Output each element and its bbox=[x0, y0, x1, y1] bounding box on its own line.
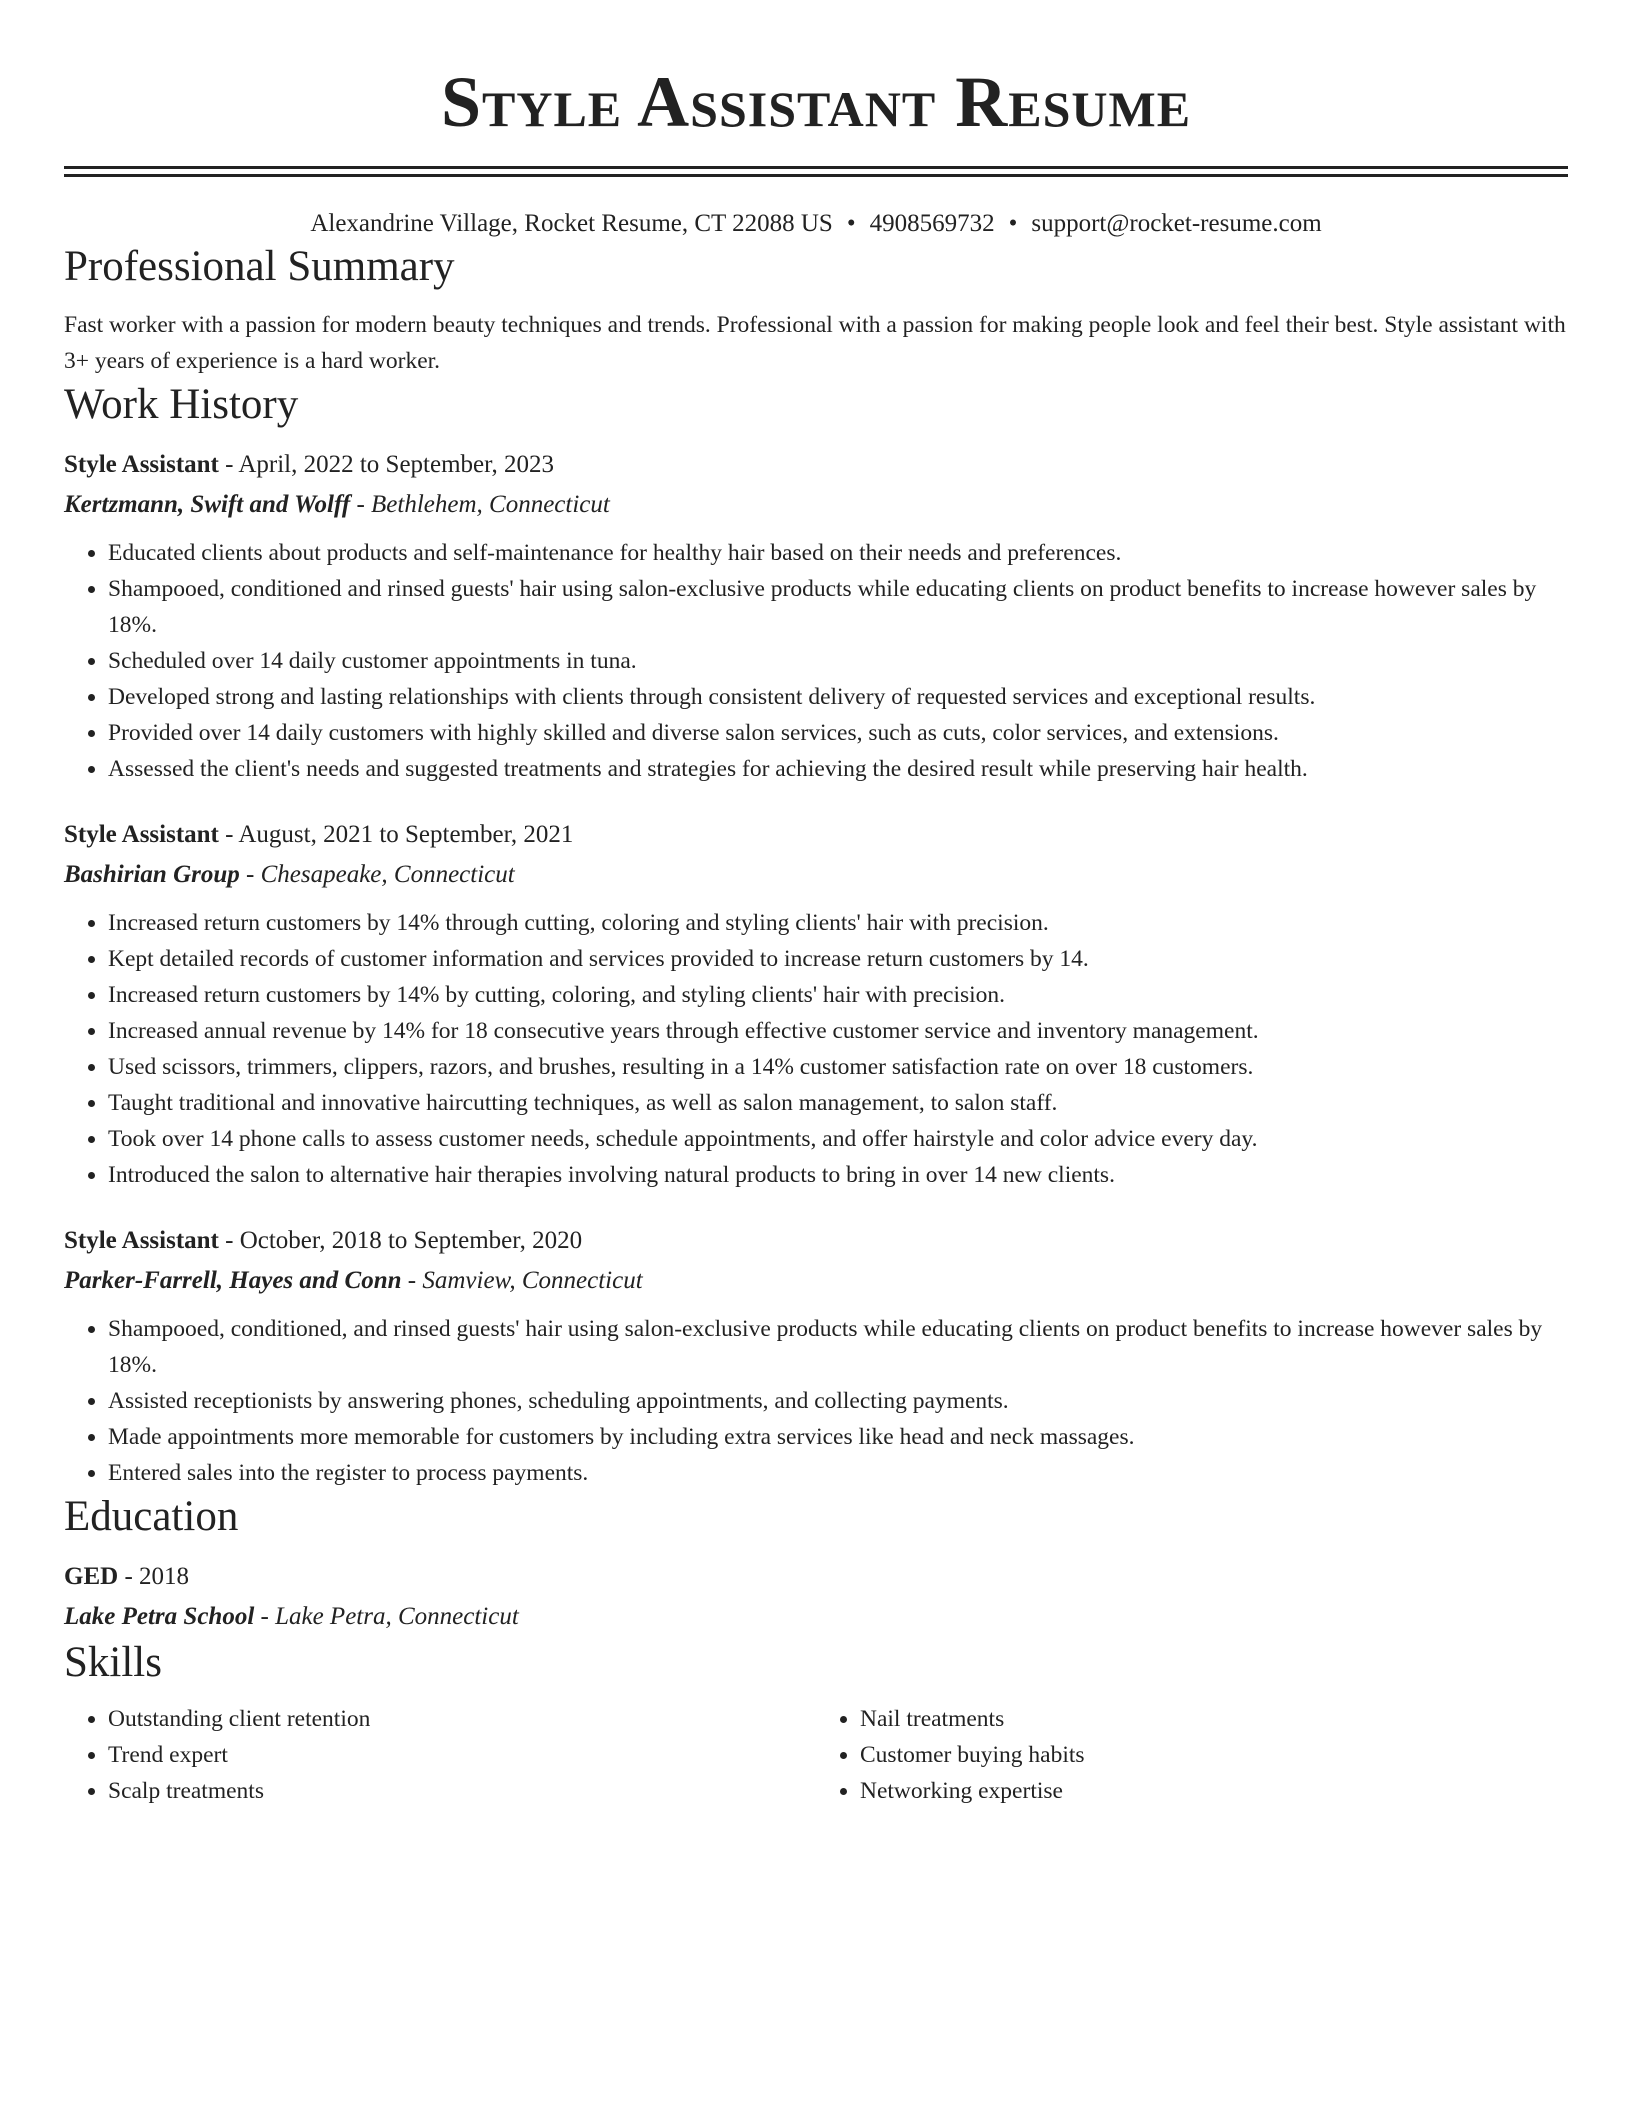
school-line bbox=[64, 1597, 1568, 1637]
education-entry bbox=[64, 1557, 1568, 1637]
company-name: Parker-Farrell, Hayes and Conn bbox=[64, 1267, 402, 1294]
company-location: - Chesapeake, Connecticut bbox=[239, 861, 515, 888]
degree-name: GED bbox=[64, 1563, 119, 1590]
list-item: • Introduced the salon to alternative hair therapies involving natural products to bring in over 14 new clients. bbox=[108, 1157, 1568, 1193]
page-title: Style Assistant Resume bbox=[440, 62, 1192, 142]
list-item: • Assisted receptionists by answering phones, scheduling appointments, and collecting payments. bbox=[108, 1383, 1568, 1419]
school-name: Lake Petra School bbox=[64, 1603, 255, 1630]
bullet-separator: • bbox=[1008, 210, 1018, 237]
job-entry bbox=[64, 445, 1568, 787]
school-location: - Lake Petra, Connecticut bbox=[254, 1603, 519, 1630]
job-entry bbox=[64, 1221, 1568, 1491]
skills-list-left bbox=[64, 1701, 816, 1809]
list-item: • Made appointments more memorable for customers by including extra services like head and neck massages. bbox=[108, 1419, 1568, 1455]
job-entry bbox=[64, 815, 1568, 1193]
list-item: • Shampooed, conditioned, and rinsed guests' hair using salon-exclusive products while educating clients on product benefits to increase however sales by 18%. bbox=[108, 1311, 1568, 1383]
education-heading: Education bbox=[64, 1493, 239, 1540]
work-history-heading: Work History bbox=[64, 381, 299, 428]
job-title: Style Assistant bbox=[64, 451, 219, 478]
contact-address: Alexandrine Village, Rocket Resume, CT 22088 US bbox=[310, 210, 833, 237]
company-line bbox=[64, 485, 1568, 525]
summary-heading: Professional Summary bbox=[64, 243, 455, 290]
degree-line bbox=[64, 1557, 1568, 1597]
job-title: Style Assistant bbox=[64, 821, 219, 848]
job-bullets bbox=[64, 1311, 1568, 1491]
job-title-line bbox=[64, 815, 1568, 855]
job-title-line bbox=[64, 1221, 1568, 1261]
list-item: • Nail treatments bbox=[860, 1701, 1568, 1737]
list-item: • Scheduled over 14 daily customer appointments in tuna. bbox=[108, 643, 1568, 679]
list-item: • Customer buying habits bbox=[860, 1737, 1568, 1773]
list-item: • Networking expertise bbox=[860, 1773, 1568, 1809]
skills-heading: Skills bbox=[64, 1639, 162, 1686]
company-name: Kertzmann, Swift and Wolff bbox=[64, 491, 351, 518]
list-item: • Assessed the client's needs and suggested treatments and strategies for achieving the desired result while preserving hair health. bbox=[108, 751, 1568, 787]
list-item: • Educated clients about products and self-maintenance for healthy hair based on their needs and preferences. bbox=[108, 535, 1568, 571]
list-item: • Entered sales into the register to process payments. bbox=[108, 1455, 1568, 1491]
contact-line bbox=[64, 207, 1568, 241]
job-dates: - October, 2018 to September, 2020 bbox=[218, 1227, 583, 1254]
list-item: • Increased return customers by 14% through cutting, coloring and styling clients' hair with precision. bbox=[108, 905, 1568, 941]
list-item: • Developed strong and lasting relationships with clients through consistent delivery of requested services and exceptional results. bbox=[108, 679, 1568, 715]
list-item: • Took over 14 phone calls to assess customer needs, schedule appointments, and offer hairstyle and color advice every day. bbox=[108, 1121, 1568, 1157]
list-item: • Trend expert bbox=[108, 1737, 816, 1773]
list-item: • Kept detailed records of customer information and services provided to increase return customers by 14. bbox=[108, 941, 1568, 977]
degree-year: - 2018 bbox=[118, 1563, 190, 1590]
job-bullets bbox=[64, 535, 1568, 787]
list-item: • Shampooed, conditioned and rinsed guests' hair using salon-exclusive products while educating clients on product benefits to increase however sales by 18%. bbox=[108, 571, 1568, 643]
company-location: - Bethlehem, Connecticut bbox=[350, 491, 610, 518]
list-item: • Used scissors, trimmers, clippers, razors, and brushes, resulting in a 14% customer satisfaction rate on over 18 customers. bbox=[108, 1049, 1568, 1085]
list-item: • Taught traditional and innovative haircutting techniques, as well as salon management, to salon staff. bbox=[108, 1085, 1568, 1121]
skills-list-right bbox=[816, 1701, 1568, 1809]
company-line bbox=[64, 1261, 1568, 1301]
skills-grid bbox=[64, 1701, 1568, 1809]
contact-phone: 4908569732 bbox=[869, 210, 995, 237]
company-name: Bashirian Group bbox=[64, 861, 240, 888]
contact-email: support@rocket-resume.com bbox=[1031, 210, 1322, 237]
list-item: • Scalp treatments bbox=[108, 1773, 816, 1809]
bullet-separator: • bbox=[846, 210, 856, 237]
job-title-line bbox=[64, 445, 1568, 485]
company-location: - Samview, Connecticut bbox=[401, 1267, 643, 1294]
title-divider bbox=[64, 166, 1568, 177]
list-item: • Provided over 14 daily customers with highly skilled and diverse salon services, such as cuts, color services, and extensions. bbox=[108, 715, 1568, 751]
list-item: • Outstanding client retention bbox=[108, 1701, 816, 1737]
job-title: Style Assistant bbox=[64, 1227, 219, 1254]
company-line bbox=[64, 855, 1568, 895]
list-item: • Increased annual revenue by 14% for 18 consecutive years through effective customer service and inventory management. bbox=[108, 1013, 1568, 1049]
job-dates: - April, 2022 to September, 2023 bbox=[218, 451, 554, 478]
job-bullets bbox=[64, 905, 1568, 1193]
job-dates: - August, 2021 to September, 2021 bbox=[218, 821, 574, 848]
summary-text: Fast worker with a passion for modern beauty techniques and trends. Professional with a passion for making people look and feel their best. Style assistant with 3+ years of experience is a hard worker. bbox=[64, 312, 1566, 374]
list-item: • Increased return customers by 14% by cutting, coloring, and styling clients' hair with precision. bbox=[108, 977, 1568, 1013]
